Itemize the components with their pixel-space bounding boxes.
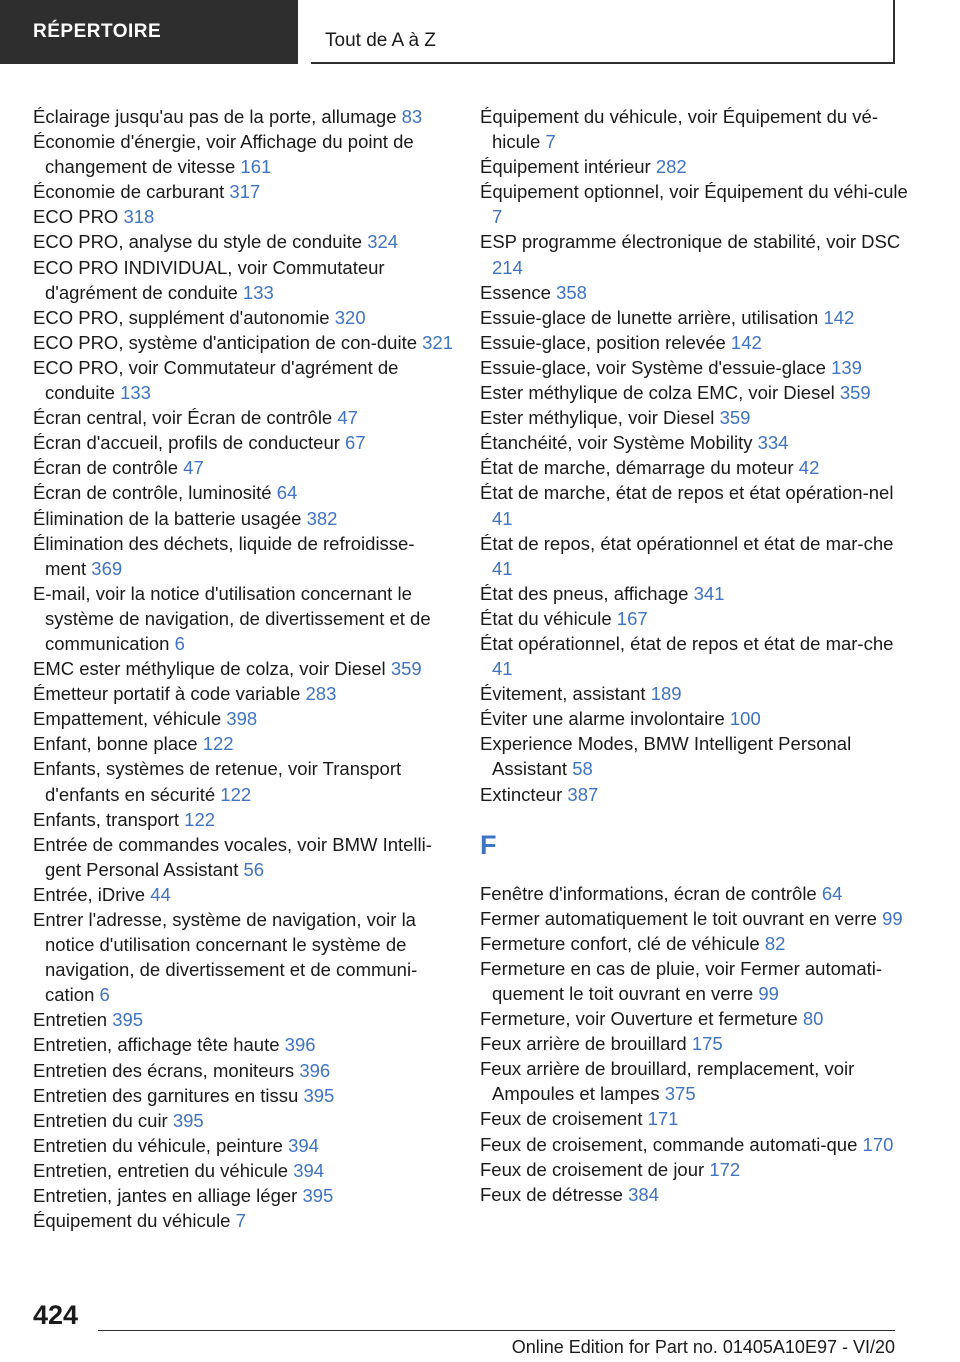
index-entry: [33, 807, 453, 832]
index-entry-text: ECO PRO INDIVIDUAL, voir Commutateur d'agrément de conduite: [33, 256, 385, 303]
page-reference-link[interactable]: 133: [120, 382, 151, 404]
section-tab: [0, 0, 298, 64]
page-reference-link[interactable]: 384: [628, 1183, 659, 1205]
index-entry: [33, 832, 453, 882]
index-entry-text: Entretien, entretien du véhicule: [33, 1159, 289, 1181]
index-entry-text: Économie de carburant: [33, 181, 225, 203]
index-entry-text: Essuie-glace de lunette arrière, utilisation: [480, 306, 819, 328]
page-reference-link[interactable]: 358: [556, 281, 587, 303]
index-entry-text: État des pneus, affichage: [480, 582, 689, 604]
index-entry-text: Ester méthylique, voir Diesel: [480, 407, 715, 429]
index-entry: [480, 1157, 910, 1182]
index-entry: [480, 931, 910, 956]
index-entry-text: Essence: [480, 281, 551, 303]
index-entry: [33, 355, 453, 405]
index-entry: [33, 882, 453, 907]
index-entry-text: Économie d'énergie, voir Affichage du point de changement de vitesse: [33, 131, 414, 178]
index-entry: [480, 179, 910, 229]
index-entry-text: Feux arrière de brouillard, remplacement, voir Ampoules et lampes: [480, 1058, 855, 1105]
page-reference-link[interactable]: 7: [492, 206, 503, 228]
index-entry: [33, 204, 453, 229]
index-entry-text: Feux de croisement de jour: [480, 1158, 705, 1180]
page-reference-link[interactable]: 82: [764, 932, 786, 954]
index-entry: [33, 430, 453, 455]
index-entry-text: Entretien des garnitures en tissu: [33, 1084, 299, 1106]
index-entry-text: Éclairage jusqu'au pas de la porte, allumage: [33, 106, 397, 127]
page-reference-link[interactable]: 172: [709, 1158, 741, 1180]
page-reference-link[interactable]: 6: [174, 632, 185, 654]
index-entry: [480, 606, 910, 631]
index-entry: [480, 355, 910, 380]
index-entry-text: Feux de détresse: [480, 1183, 623, 1205]
index-entry-text: ECO PRO, système d'anticipation de con-duite: [33, 331, 417, 353]
index-entry-text: Fermer automatiquement le toit ouvrant en verre: [480, 907, 877, 929]
page-reference-link[interactable]: 359: [390, 658, 422, 680]
page-reference-link[interactable]: 189: [650, 683, 682, 705]
index-entry: [33, 1007, 453, 1032]
index-entry-text: État de marche, état de repos et état opération-nel: [480, 482, 894, 504]
header-separator: [298, 0, 311, 64]
page-reference-link[interactable]: 395: [112, 1009, 144, 1031]
page-reference-link[interactable]: 80: [802, 1008, 824, 1030]
index-entry: [33, 480, 453, 505]
index-entry: [33, 455, 453, 480]
page-reference-link[interactable]: 83: [401, 106, 423, 127]
page-reference-link[interactable]: 359: [719, 407, 751, 429]
page-reference-link[interactable]: 122: [220, 783, 252, 805]
page-reference-link[interactable]: 58: [572, 758, 593, 780]
page-reference-link[interactable]: 47: [183, 457, 204, 479]
index-entry-text: Entretien du cuir: [33, 1109, 168, 1131]
page-reference-link[interactable]: 142: [823, 306, 855, 328]
index-entry: [33, 305, 453, 330]
section-subtitle: Tout de A à Z: [325, 30, 436, 51]
index-entry: [33, 1158, 453, 1183]
page-reference-link[interactable]: 42: [798, 457, 820, 479]
index-entry: [33, 656, 453, 681]
index-entry-text: Éviter une alarme involontaire: [480, 708, 725, 730]
index-entry-text: État de repos, état opérationnel et état de mar-che: [480, 532, 894, 554]
index-entry: [480, 280, 910, 305]
page-reference-link[interactable]: 396: [284, 1034, 316, 1056]
index-entry: [480, 1182, 910, 1207]
page-reference-link[interactable]: 122: [184, 808, 216, 830]
index-entry-text: État opérationnel, état de repos et état de mar-che: [480, 632, 894, 654]
page-reference-link[interactable]: 283: [305, 683, 337, 705]
page-reference-link[interactable]: 320: [334, 306, 366, 328]
index-entry: [33, 179, 453, 204]
index-entry-text: Entrée, iDrive: [33, 883, 146, 905]
index-entry-text: ECO PRO, supplément d'autonomie: [33, 306, 330, 328]
page-reference-link[interactable]: 100: [729, 708, 761, 730]
index-entry-text: Écran central, voir Écran de contrôle: [33, 407, 333, 429]
index-entry-text: État de marche, démarrage du moteur: [480, 457, 794, 479]
page-reference-link[interactable]: 341: [693, 582, 725, 604]
page-reference-link[interactable]: 167: [616, 607, 648, 629]
section-title: RÉPERTOIRE: [33, 21, 162, 42]
index-entry: [480, 906, 910, 931]
index-entry: [480, 430, 910, 455]
index-entry-text: Élimination des déchets, liquide de refroidisse-ment: [33, 532, 415, 579]
page-reference-link[interactable]: 7: [235, 1210, 246, 1232]
page-reference-link[interactable]: 394: [288, 1134, 319, 1156]
index-entry-text: Évitement, assistant: [480, 683, 646, 705]
index-letter-heading: F: [480, 829, 497, 860]
page-reference-link[interactable]: 67: [345, 432, 366, 454]
page-reference-link[interactable]: 64: [276, 482, 298, 504]
index-entry-text: Fermeture confort, clé de véhicule: [480, 932, 760, 954]
index-entry: [33, 756, 453, 806]
index-entry: [33, 129, 453, 179]
page-reference-link[interactable]: 395: [172, 1109, 204, 1131]
index-entry: [33, 531, 453, 581]
index-entry: [33, 1083, 453, 1108]
index-entry-text: EMC ester méthylique de colza, voir Diesel: [33, 658, 386, 680]
index-entry-text: Feux de croisement, commande automati-que: [480, 1133, 858, 1155]
index-entry: [480, 1132, 910, 1157]
page-reference-link[interactable]: 395: [302, 1185, 334, 1207]
index-entry: [480, 881, 910, 906]
index-entry: [33, 330, 453, 355]
index-entry: [33, 104, 453, 129]
index-entry-text: Fermeture, voir Ouverture et fermeture: [480, 1008, 798, 1030]
index-entry: [480, 731, 910, 781]
index-entry: [480, 1056, 910, 1106]
page-reference-link[interactable]: 142: [730, 331, 762, 353]
index-entry: [480, 229, 910, 279]
index-entry-text: ECO PRO, analyse du style de conduite: [33, 231, 363, 253]
index-entry: [480, 581, 910, 606]
index-entry: [33, 506, 453, 531]
footer-divider: [98, 1330, 895, 1331]
page-reference-link[interactable]: 282: [655, 156, 687, 178]
index-entry-text: Équipement optionnel, voir Équipement du véhi-cule: [480, 181, 908, 203]
index-entry: [480, 405, 910, 430]
index-entry-text: Experience Modes, BMW Intelligent Personal Assistant: [480, 733, 852, 780]
index-entry: [33, 581, 453, 656]
footer-edition: Online Edition for Part no. 01405A10E97 - VI/20: [511, 1337, 895, 1357]
index-entry-text: Feux de croisement: [480, 1108, 643, 1130]
index-entry-text: Feux arrière de brouillard: [480, 1033, 687, 1055]
index-entry-text: État du véhicule: [480, 607, 612, 629]
index-column-left: [33, 104, 453, 1233]
page-reference-link[interactable]: 99: [758, 983, 779, 1004]
index-entry-text: E-mail, voir la notice d'utilisation concernant le système de navigation, de divertissement et de communication: [33, 582, 431, 654]
index-entry-text: Équipement du véhicule, voir Équipement du vé-hicule: [480, 106, 878, 153]
index-entry: [480, 480, 910, 530]
index-entry: [480, 330, 910, 355]
page-reference-link[interactable]: 161: [240, 156, 272, 178]
index-entry: [480, 380, 910, 405]
page-reference-link[interactable]: 394: [293, 1159, 325, 1181]
page-reference-link[interactable]: 318: [123, 206, 155, 228]
page-reference-link[interactable]: 382: [306, 507, 338, 529]
index-entry-text: Enfant, bonne place: [33, 733, 198, 755]
page-reference-link[interactable]: 44: [150, 883, 171, 905]
index-entry: [480, 154, 910, 179]
index-entry: [480, 956, 910, 1006]
index-entry: [33, 229, 453, 254]
index-entry: [33, 907, 453, 1007]
page-reference-link[interactable]: 317: [229, 181, 261, 203]
index-entry-text: Entretien, affichage tête haute: [33, 1034, 280, 1056]
page-reference-link[interactable]: 387: [567, 783, 599, 805]
index-entry: [480, 782, 910, 807]
index-entry-text: Entretien du véhicule, peinture: [33, 1134, 283, 1156]
index-group-e: [480, 104, 910, 807]
header-subtitle-box: [311, 0, 895, 64]
index-entry-text: ECO PRO, voir Commutateur d'agrément de conduite: [33, 356, 399, 404]
index-entry-text: Émetteur portatif à code variable: [33, 683, 301, 705]
page-reference-link[interactable]: 41: [492, 658, 513, 680]
page-number: 424: [33, 1300, 79, 1330]
page-reference-link[interactable]: 122: [202, 733, 234, 755]
index-entry-text: Entretien: [33, 1009, 108, 1031]
index-entry: [480, 706, 910, 731]
index-entry-text: Extincteur: [480, 783, 563, 805]
index-entry: [480, 631, 910, 681]
index-entry: [33, 1108, 453, 1133]
page-reference-link[interactable]: 175: [691, 1033, 723, 1055]
index-group-f: [480, 881, 910, 1207]
index-entry-text: Élimination de la batterie usagée: [33, 507, 302, 529]
index-entry-text: Entretien des écrans, moniteurs: [33, 1059, 295, 1081]
index-entry: [480, 681, 910, 706]
index-entry-text: Étanchéité, voir Système Mobility: [480, 432, 753, 454]
index-entry: [480, 104, 910, 154]
page-reference-link[interactable]: 41: [492, 557, 513, 579]
index-entry-text: Entrer l'adresse, système de navigation, voir la notice d'utilisation concernant le système de navigation, de divertissement et de communi-cation: [33, 909, 418, 1006]
index-entry-text: Fermeture en cas de pluie, voir Fermer automati-quement le toit ouvrant en verre: [480, 957, 883, 1004]
index-entry-text: Équipement intérieur: [480, 156, 651, 178]
index-entry: [33, 1208, 453, 1233]
page-reference-link[interactable]: 395: [303, 1084, 335, 1106]
page-reference-link[interactable]: 7: [545, 131, 556, 153]
index-entry: [33, 1058, 453, 1083]
page-reference-link[interactable]: 170: [862, 1133, 894, 1155]
page-reference-link[interactable]: 139: [831, 356, 862, 378]
page-reference-link[interactable]: 375: [664, 1083, 696, 1105]
index-entry: [480, 455, 910, 480]
page-reference-link[interactable]: 99: [882, 907, 903, 929]
index-column-right: [480, 104, 910, 1207]
page-reference-link[interactable]: 171: [647, 1108, 679, 1130]
page-reference-link[interactable]: 6: [99, 984, 110, 1006]
index-entry: [33, 1133, 453, 1158]
index-entry: [33, 1183, 453, 1208]
page-reference-link[interactable]: 56: [243, 858, 265, 880]
index-entry-text: Essuie-glace, voir Système d'essuie-glace: [480, 356, 826, 378]
index-entry: [480, 305, 910, 330]
page-reference-link[interactable]: 133: [242, 281, 274, 303]
index-entry-text: Essuie-glace, position relevée: [480, 331, 726, 353]
index-entry: [480, 1106, 910, 1131]
index-entry: [480, 531, 910, 581]
index-entry: [33, 706, 453, 731]
index-entry-text: ECO PRO: [33, 206, 119, 228]
index-entry-text: Équipement du véhicule: [33, 1210, 231, 1232]
page-reference-link[interactable]: 321: [422, 331, 454, 353]
index-entry: [33, 405, 453, 430]
index-entry-text: Entretien, jantes en alliage léger: [33, 1185, 298, 1207]
index-entry-text: Écran de contrôle: [33, 457, 179, 479]
page-reference-link[interactable]: 64: [821, 882, 843, 904]
index-entry: [33, 681, 453, 706]
index-entry: [480, 1031, 910, 1056]
index-entry: [33, 1032, 453, 1057]
index-entry-text: Empattement, véhicule: [33, 708, 222, 730]
page-reference-link[interactable]: 47: [337, 407, 358, 429]
index-entry-text: Ester méthylique de colza EMC, voir Diesel: [480, 382, 835, 404]
index-entry: [33, 731, 453, 756]
page-reference-link[interactable]: 369: [91, 557, 123, 579]
page-reference-link[interactable]: 334: [757, 432, 789, 454]
page-reference-link[interactable]: 41: [492, 507, 513, 529]
page-reference-link[interactable]: 214: [492, 256, 523, 278]
index-entry: [480, 1006, 910, 1031]
index-entry-text: ESP programme électronique de stabilité, voir DSC: [480, 231, 901, 253]
index-entry-text: Écran d'accueil, profils de conducteur: [33, 432, 340, 454]
page-reference-link[interactable]: 398: [226, 708, 258, 730]
index-entry-text: Enfants, systèmes de retenue, voir Transport d'enfants en sécurité: [33, 758, 402, 805]
index-entry-text: Entrée de commandes vocales, voir BMW Intelli-gent Personal Assistant: [33, 833, 432, 880]
index-entry-text: Enfants, transport: [33, 808, 180, 830]
index-entry: [33, 255, 453, 305]
page-reference-link[interactable]: 324: [367, 231, 399, 253]
index-entry-text: Fenêtre d'informations, écran de contrôle: [480, 882, 817, 904]
page-reference-link[interactable]: 396: [299, 1059, 331, 1081]
page-reference-link[interactable]: 359: [839, 382, 871, 404]
index-entry-text: Écran de contrôle, luminosité: [33, 482, 272, 504]
